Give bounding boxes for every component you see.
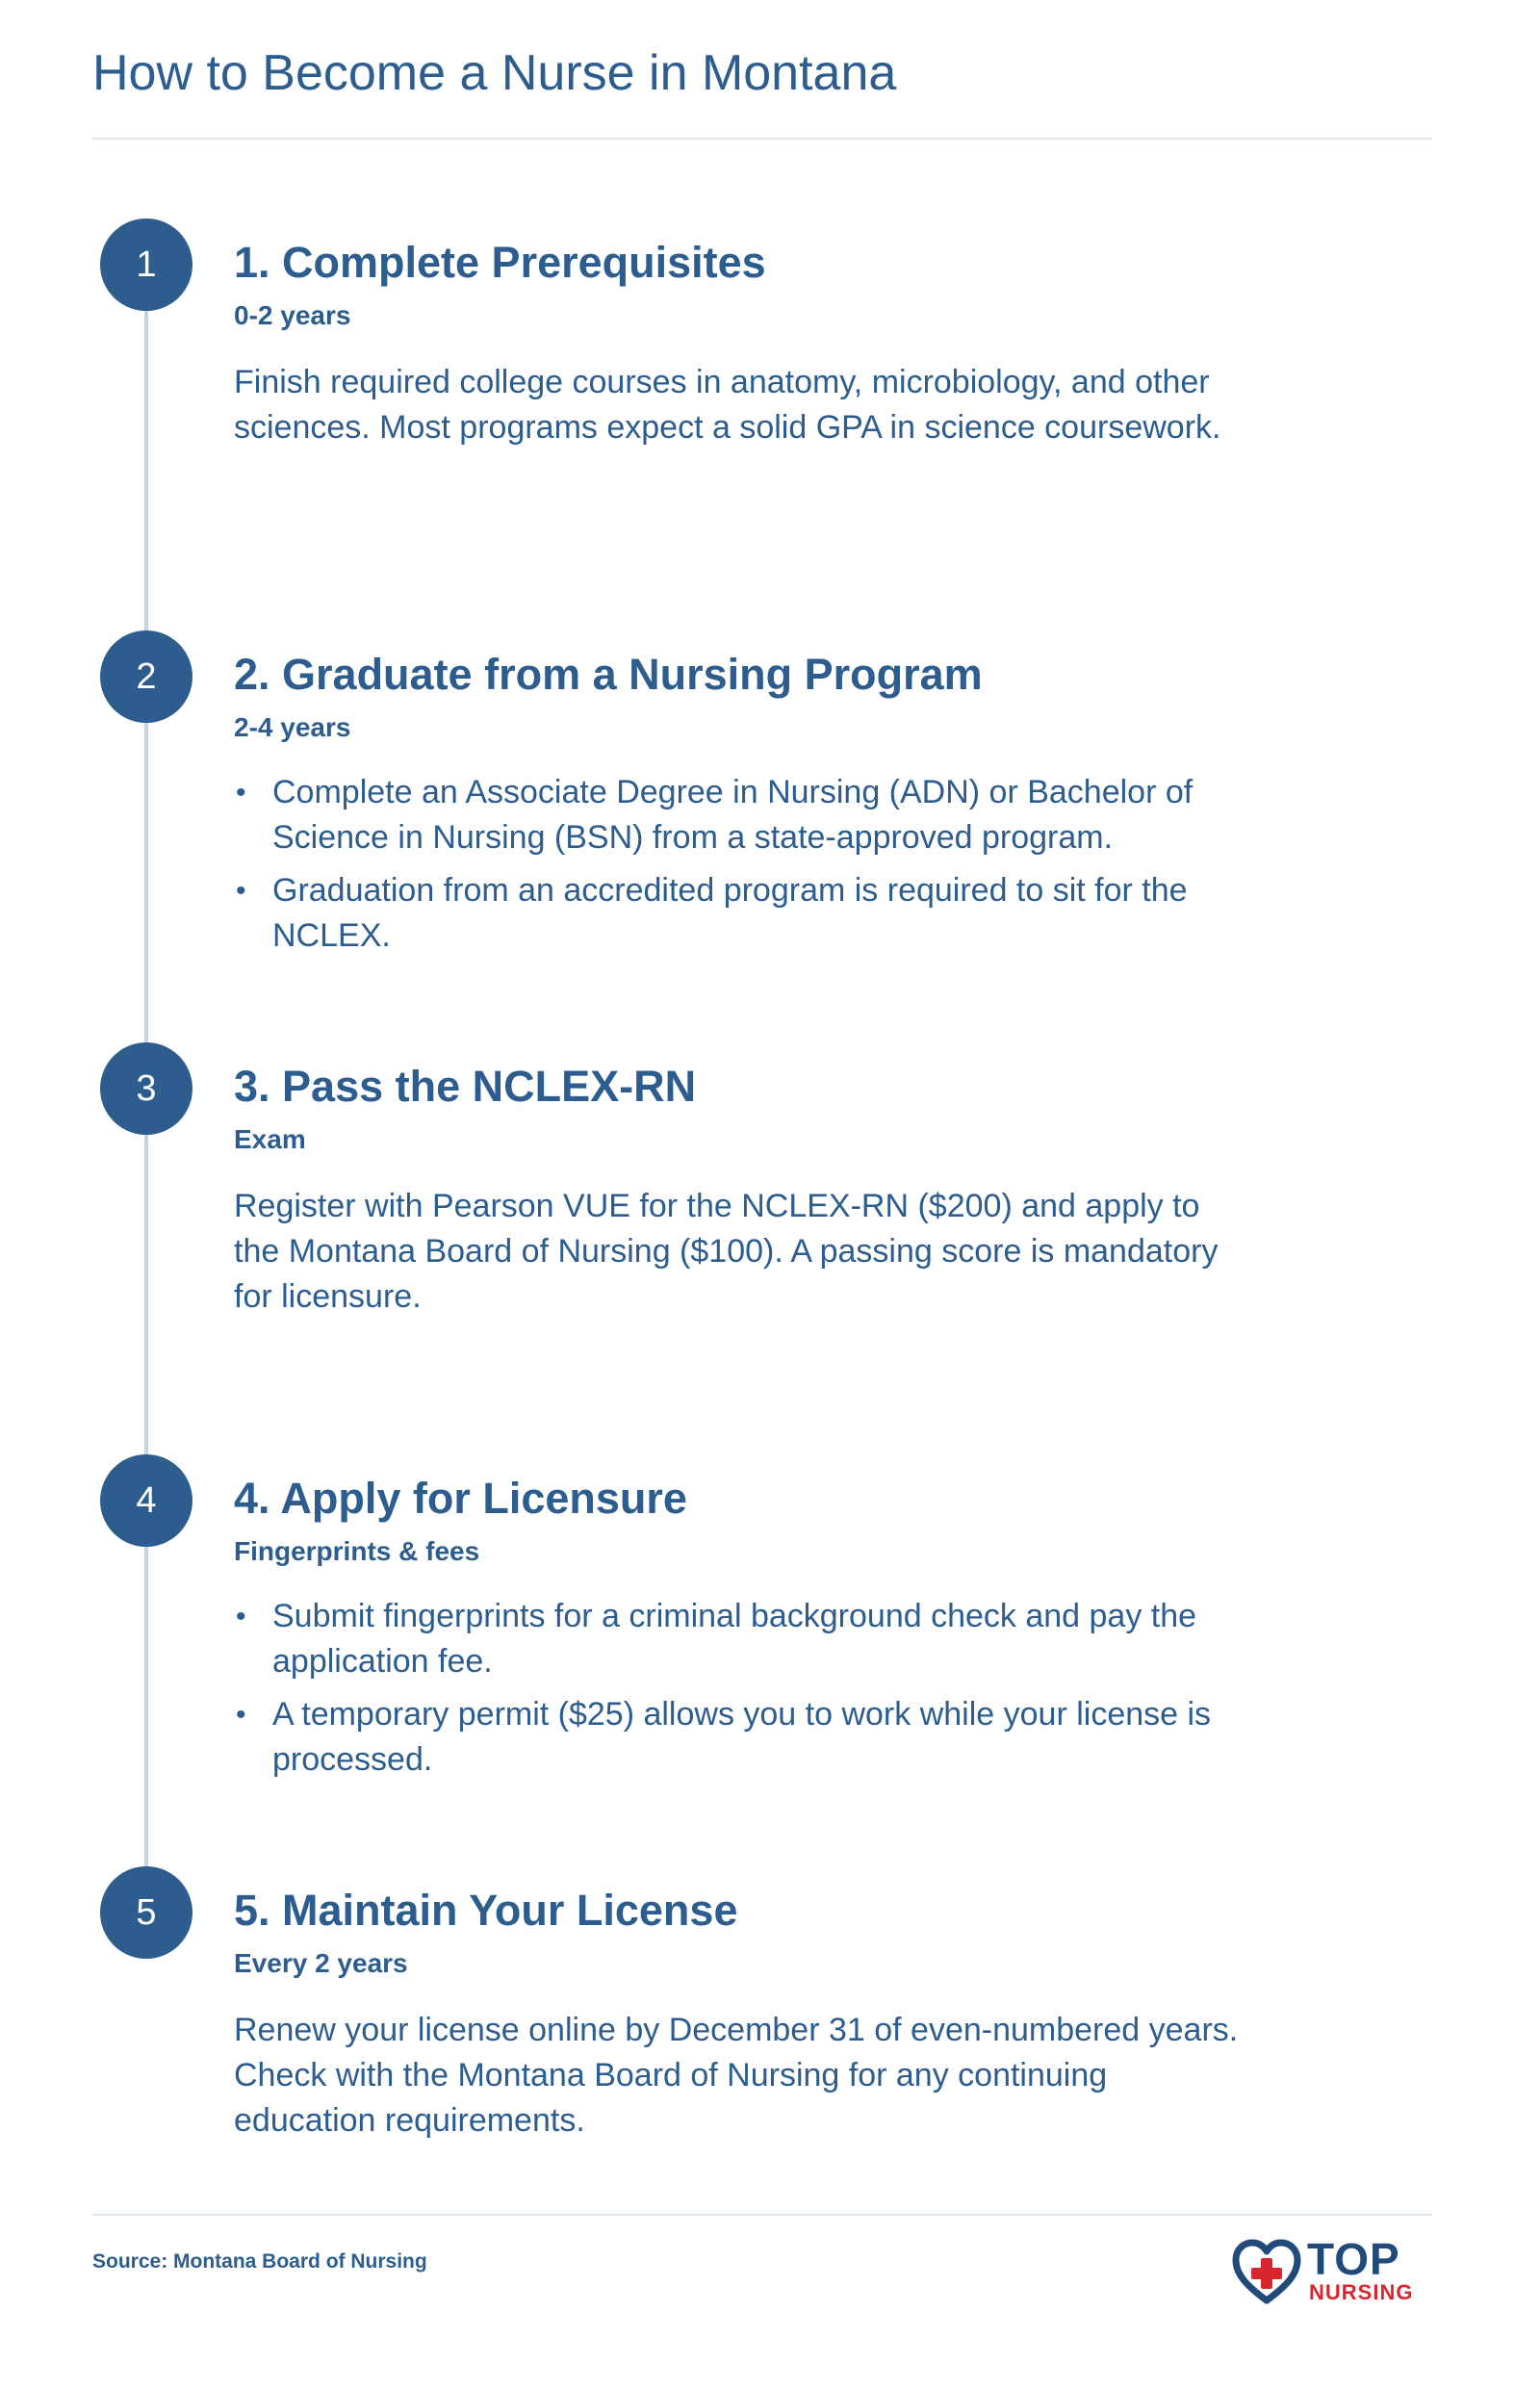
bullet-icon: • <box>236 1699 246 1731</box>
heart-cross-icon <box>1232 2239 1301 2304</box>
step-3 <box>234 1059 1273 1320</box>
step-1 <box>234 235 1273 450</box>
step-3-duration: Exam <box>234 1124 306 1154</box>
list-item-text: A temporary permit ($25) allows you to work while your license is processed. <box>272 1696 1212 1778</box>
list-item <box>234 770 1254 861</box>
bullet-icon: • <box>236 875 246 907</box>
step-3-number-circle: 3 <box>100 1042 192 1135</box>
bullet-icon: • <box>236 1601 246 1632</box>
step-3-title: 3. Pass the NCLEX-RN <box>234 1062 697 1111</box>
top-nursing-logo <box>1232 2234 1434 2310</box>
step-4-duration: Fingerprints & fees <box>234 1536 480 1566</box>
step-2-number-circle: 2 <box>100 630 192 723</box>
step-1-description: Finish required college courses in anatomy, microbiology, and other sciences. Most programs expect a solid GPA in science coursework. <box>234 364 1221 446</box>
step-5-description: Renew your license online by December 31 of even-numbered years. Check with the Montana Board of Nursing for any continuing education requirements. <box>234 2012 1239 2139</box>
page-title: How to Become a Nurse in Montana <box>92 45 897 101</box>
step-2-duration: 2-4 years <box>234 712 351 742</box>
list-item-text: Complete an Associate Degree in Nursing (ADN) or Bachelor of Science in Nursing (BSN) from a state-approved program. <box>272 774 1194 856</box>
step-1-duration: 0-2 years <box>234 300 351 330</box>
logo-text-nursing: NURSING <box>1309 2280 1414 2304</box>
step-1-number-circle: 1 <box>100 218 192 311</box>
list-item <box>234 1594 1254 1684</box>
list-item <box>234 1692 1254 1783</box>
list-item-text: Submit fingerprints for a criminal background check and pay the application fee. <box>272 1598 1197 1680</box>
step-5 <box>234 1883 1273 2144</box>
step-2 <box>234 647 1273 966</box>
step-2-title: 2. Graduate from a Nursing Program <box>234 650 983 699</box>
list-item-text: Graduation from an accredited program is required to sit for the NCLEX. <box>272 872 1188 954</box>
step-5-title: 5. Maintain Your License <box>234 1886 738 1935</box>
step-4-title: 4. Apply for Licensure <box>234 1474 687 1523</box>
step-1-title: 1. Complete Prerequisites <box>234 238 766 287</box>
step-4-number-circle: 4 <box>100 1454 192 1547</box>
step-5-number-circle: 5 <box>100 1866 192 1959</box>
source-credit: Source: Montana Board of Nursing <box>92 2250 427 2273</box>
header-divider <box>92 138 1432 140</box>
logo-text-top: TOP <box>1307 2234 1400 2284</box>
step-2-bullet-list <box>234 770 1254 959</box>
step-4-bullet-list <box>234 1594 1254 1783</box>
list-item <box>234 868 1254 959</box>
footer-divider <box>92 2214 1432 2216</box>
step-3-description: Register with Pearson VUE for the NCLEX-RN ($200) and apply to the Montana Board of Nursing ($100). A passing score is mandatory for licensure. <box>234 1188 1219 1315</box>
bullet-icon: • <box>236 777 246 809</box>
step-5-duration: Every 2 years <box>234 1948 408 1978</box>
step-4 <box>234 1471 1273 1790</box>
